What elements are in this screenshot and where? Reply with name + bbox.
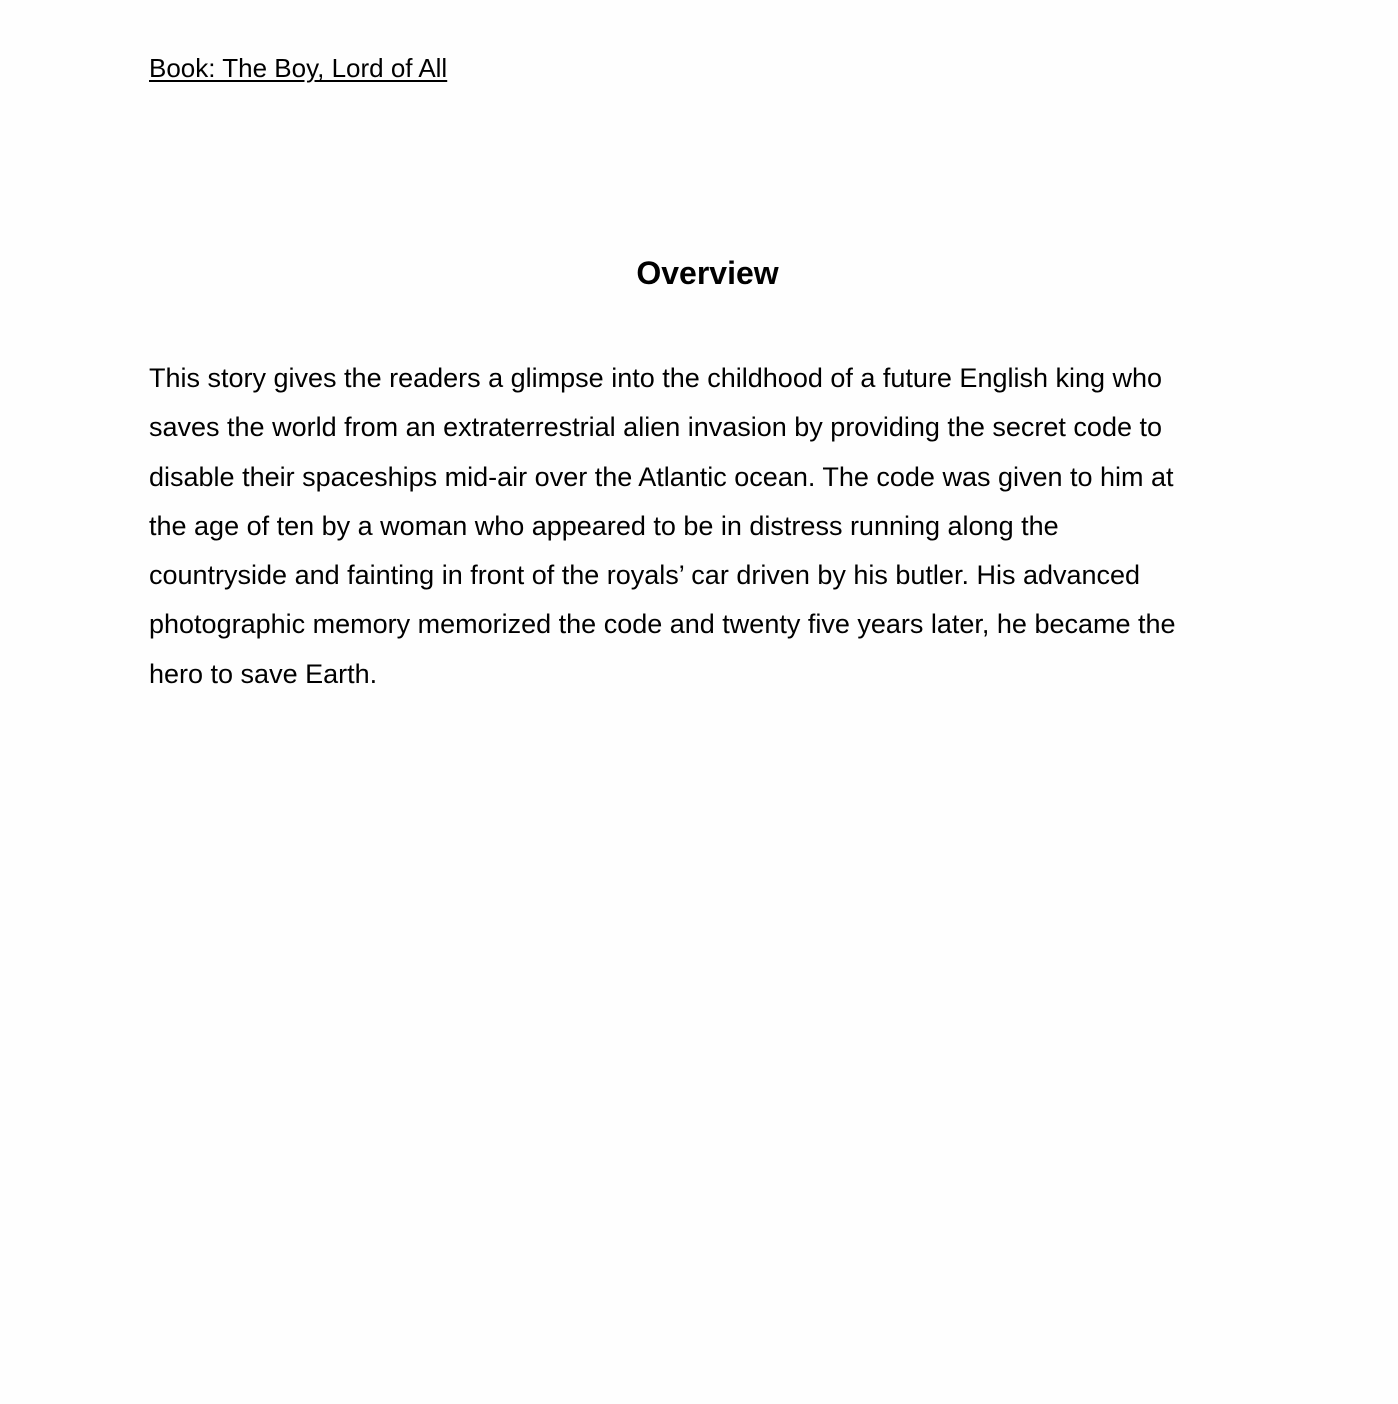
paragraph-line: This story gives the readers a glimpse into the childhood of a future English king who bbox=[149, 363, 1163, 393]
paragraph-line: hero to save Earth. bbox=[149, 658, 378, 689]
overview-paragraph bbox=[149, 354, 1259, 699]
paragraph-line: the age of ten by a woman who appeared to be in distress running along the bbox=[149, 510, 1059, 541]
paragraph-line: disable their spaceships mid-air over the Atlantic ocean. The code was given to him at bbox=[149, 461, 1174, 492]
paragraph-line: photographic memory memorized the code and twenty five years later, he became the bbox=[149, 609, 1176, 640]
section-title: Overview bbox=[636, 255, 779, 291]
paragraph-line: saves the world from an extraterrestrial alien invasion by providing the secret code to bbox=[149, 412, 1163, 443]
paragraph-line: countryside and fainting in front of the royals’ car driven by his butler. His advanced bbox=[149, 560, 1141, 591]
book-title-header: Book: The Boy, Lord of All bbox=[149, 53, 448, 83]
